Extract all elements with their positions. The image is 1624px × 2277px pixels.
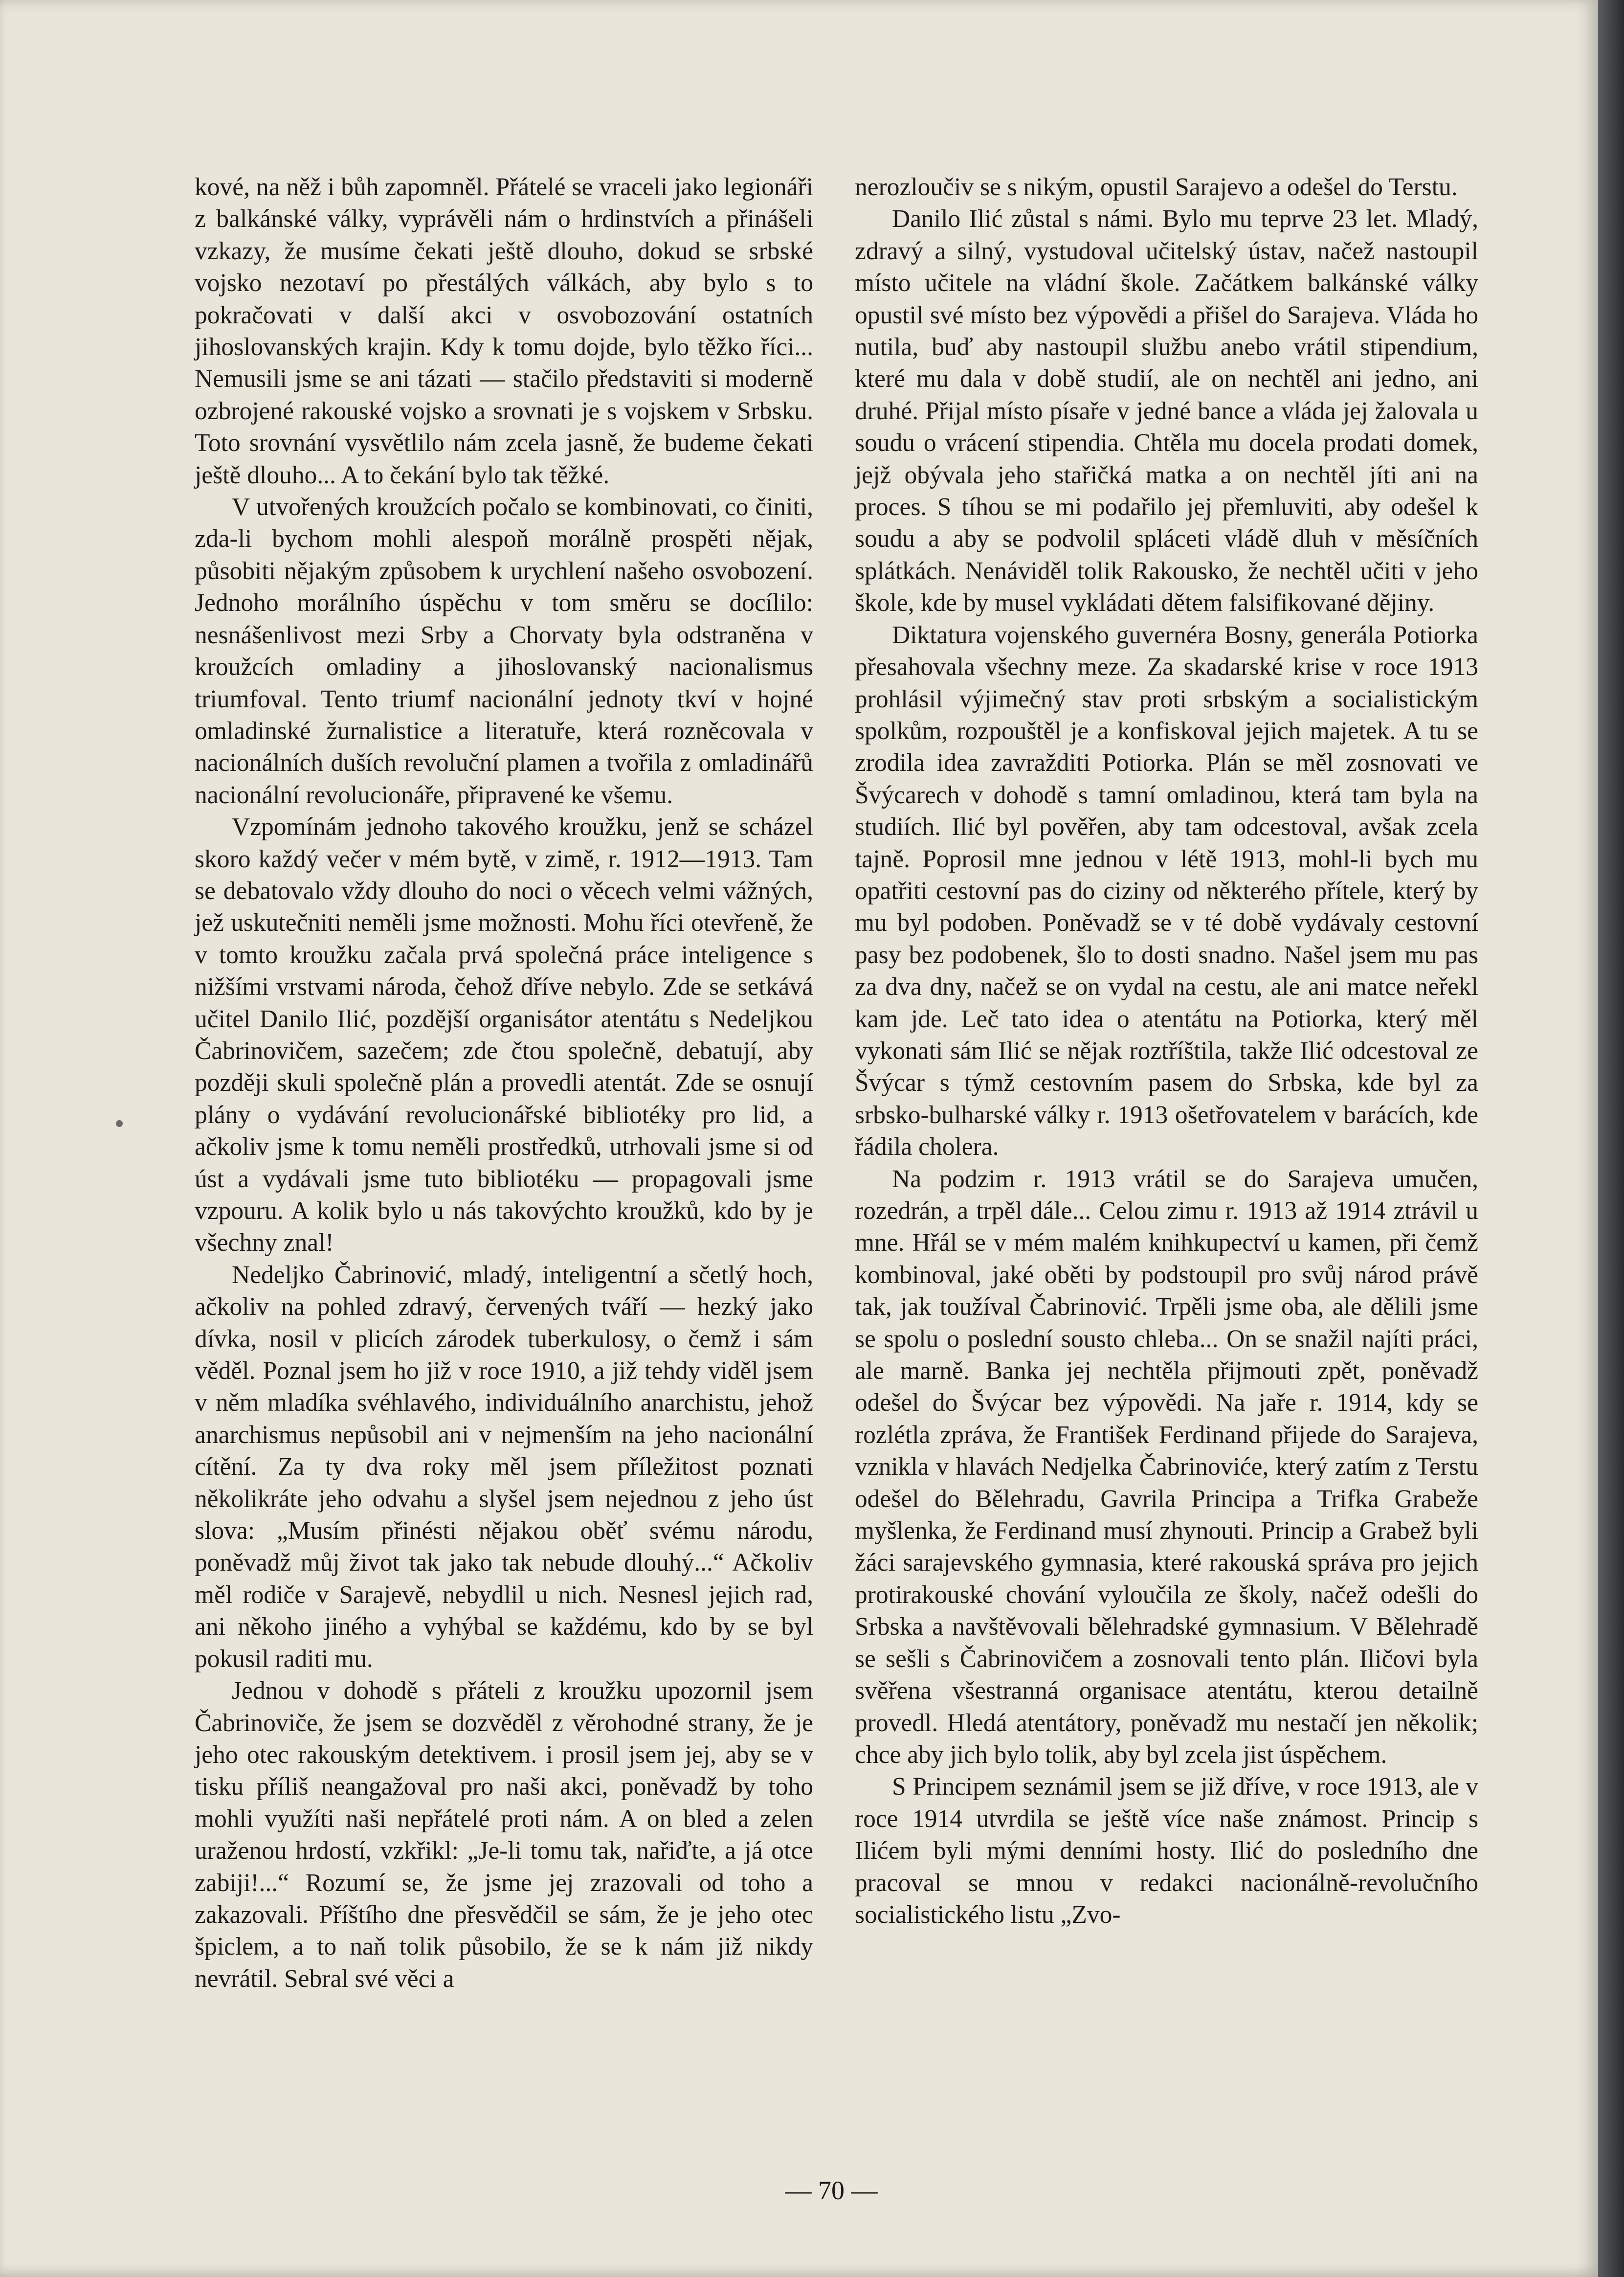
page-number: — 70 — [785, 2176, 878, 2205]
paragraph: Jednou v dohodě s přáteli z kroužku upozornil jsem Čabrinoviče, že jsem se dozvěděl z věrohodné strany, že je jeho otec rakouským detektivem. i prosil jsem jej, aby se v tisku příliš neangažoval pro naši akci, poněvadž by toho mohli využíti naši nepřátelé proti nám. A on bled a zelen uraženou hrdostí, vzkřikl: „Je-li tomu tak, nařiďte, a já otce zabiji!...“ Rozumí se, že jsme jej zrazovali od toho a zakazovali. Příštího dne přesvědčil se sám, že je jeho otec špiclem, a to naň tolik působilo, že se k nám již nikdy nevrátil. Sebral své věci a [195, 1677, 813, 1993]
paragraph: Danilo Ilić zůstal s námi. Bylo mu teprve 23 let. Mladý, zdravý a silný, vystudoval učitelský ústav, načež nastoupil místo učitele na vládní škole. Začátkem balkánské války opustil své místo bez výpovědi a přišel do Sarajeva. Vláda ho nutila, buď aby nastoupil službu anebo vrátil stipendium, které mu dala v době studií, ale on nechtěl ani jedno, ani druhé. Přijal místo písaře v jedné bance a vláda jej žalovala u soudu o vrácení stipendia. Chtěla mu docela prodati domek, jejž obývala jeho stařičká matka a on nechtěl jíti ani na proces. S tíhou se mi podařilo jej přemluviti, aby odešel k soudu a aby se podvolil spláceti vládě dluh v měsíčních splátkách. Nenáviděl tolik Rakousko, že nechtěl učiti v jeho škole, kde by musel vykládati dětem falsifikované dějiny. [855, 205, 1478, 617]
ink-speck [116, 1120, 123, 1127]
paragraph: Nedeljko Čabrinović, mladý, inteligentní a sčetlý hoch, ačkoliv na pohled zdravý, červených tváří — hezký jako dívka, nosil v plicích zárodek tuberkulosy, o čemž i sám věděl. Poznal jsem ho již v roce 1910, a již tehdy viděl jsem v něm mladíka svéhlavého, individuálního anarchistu, jehož anarchismus nepůsobil ani v nejmenším na jeho nacionální cítění. Za ty dva roky měl jsem příležitost poznati několikráte jeho odvahu a slyšel jsem nejednou z jeho úst slova: „Musím přinésti nějakou oběť svému národu, poněvadž můj život tak jako tak nebude dlouhý...“ Ačkoliv měl rodiče v Sarajevě, nebydlil u nich. Nesnesl jejich rad, ani někoho jiného a vyhýbal se každému, kdo by se byl pokusil raditi mu. [195, 1261, 813, 1673]
paragraph: V utvořených kroužcích počalo se kombinovati, co činiti, zda-li bychom mohli alespoň morálně prospěti nějak, působiti nějakým způsobem k urychlení našeho osvobození. Jednoho morálního úspěchu v tom směru se docílilo: nesnášenlivost mezi Srby a Chorvaty byla odstraněna v kroužcích omladiny a jihoslovanský nacionalismus triumfoval. Tento triumf nacionální jednoty tkví v hojné omladinské žurnalistice a literatuře, která rozněcovala v nacionálních duších revoluční plamen a tvořila z omladinářů nacionální revolucionáře, připravené ke všemu. [195, 493, 813, 809]
right-column [855, 171, 1478, 1931]
paragraph: S Principem seznámil jsem se již dříve, v roce 1913, ale v roce 1914 utvrdila se ještě více naše známost. Princip s Ilićem byli mými denními hosty. Ilić do posledního dne pracoval se mnou v redakci nacionálně-revolučního socialistického listu „Zvo- [855, 1773, 1478, 1929]
paragraph: Vzpomínám jednoho takového kroužku, jenž se scházel skoro každý večer v mém bytě, v zimě, r. 1912—1913. Tam se debatovalo vždy dlouho do noci o věcech velmi vážných, jež uskutečniti neměli jsme možnosti. Mohu říci otevřeně, že v tomto kroužku začala prvá společná práce inteligence s nižšími vrstvami národa, čehož dříve nebylo. Zde se setkává učitel Danilo Ilić, pozdější organisátor atentátu s Nedeljkou Čabrinovičem, sazečem; zde čtou společně, debatují, aby později skuli společně plán a provedli atentát. Zde se osnují plány o vydávání revolucionářské bibliotéky pro lid, a ačkoliv jsme k tomu neměli prostředků, utrhovali jsme si od úst a vydávali jsme tuto bibliotéku — propagovali jsme vzpouru. A kolik bylo u nás takovýchto kroužků, kdo by je všechny znal! [195, 813, 813, 1257]
paragraph: kové, na něž i bůh zapomněl. Přátelé se vraceli jako legionáři z balkánské války, vyprávěli nám o hrdinstvích a přinášeli vzkazy, že musíme čekati ještě dlouho, dokud se srbské vojsko nezotaví po přestálých válkách, aby bylo s to pokračovati v další akci v osvobozování ostatních jihoslovanských krajin. Kdy k tomu dojde, bylo těžko říci... Nemusili jsme se ani tázati — stačilo představiti si moderně ozbrojené rakouské vojsko a srovnati je s vojskem v Srbsku. Toto srovnání vysvětlilo nám zcela jasně, že budeme čekati ještě dlouho... A to čekání bylo tak těžké. [195, 173, 813, 489]
left-column [195, 171, 813, 1995]
paragraph: Diktatura vojenského guvernéra Bosny, generála Potiorka přesahovala všechny meze. Za skadarské krise v roce 1913 prohlásil výjimečný stav proti srbským a socialistickým spolkům, rozpouštěl je a konfiskoval jejich majetek. A tu se zrodila idea zavražditi Potiorka. Plán se měl zosnovati ve Švýcarech v dohodě s tamní omladinou, která tam byla na studiích. Ilić byl pověřen, aby tam odcestoval, avšak zcela tajně. Poprosil mne jednou v létě 1913, mohl-li bych mu opatřiti cestovní pas do ciziny od některého přítele, který by mu byl podoben. Poněvadž se v té době vydávaly cestovní pasy bez podobenek, šlo to dosti snadno. Našel jsem mu pas za dva dny, načež se on vydal na cestu, ale ani matce neřekl kam jde. Leč tato idea o atentátu na Potiorka, který měl vykonati sám Ilić se nějak roztříštila, takže Ilić odcestoval ze Švýcar s týmž cestovním pasem do Srbska, kde byl za srbsko-bulharské války r. 1913 ošetřovatelem v barácích, kde řádila cholera. [855, 621, 1478, 1161]
paragraph: Na podzim r. 1913 vrátil se do Sarajeva umučen, rozedrán, a trpěl dále... Celou zimu r. 1913 až 1914 ztrávil u mne. Hřál se v mém malém knihkupectví u kamen, při čemž kombinoval, jaké oběti by podstoupil pro svůj národ právě tak, jak toužíval Čabrinović. Trpěli jsme oba, ale dělili jsme se spolu o poslední sousto chleba... On se snažil najíti práci, ale marně. Banka jej nechtěla přijmouti zpět, poněvadž odešel do Švýcar bez výpovědi. Na jaře r. 1914, kdy se rozlétla zpráva, že František Ferdinand přijede do Sarajeva, vznikla v hlavách Nedjelka Čabrinoviće, který zatím z Terstu odešel do Bělehradu, Gavrila Principa a Trifka Grabeže myšlenka, že Ferdinand musí zhynouti. Princip a Grabež byli žáci sarajevského gymnasia, které rakouská správa pro jejich protirakouské chování vyloučila ze školy, načež odešli do Srbska a navštěvovali bělehradské gymnasium. V Bělehradě se sešli s Čabrinovičem a zosnovali tento plán. Iličovi byla svěřena všestranná organisace atentátu, kterou detailně provedl. Hledá atentátory, poněvadž mu nestačí jen několik; chce aby jich bylo tolik, aby byl zcela jist úspěchem. [855, 1165, 1478, 1769]
page-edge-shadow [1598, 0, 1624, 2277]
paragraph: nerozloučiv se s nikým, opustil Sarajevo a odešel do Terstu. [855, 173, 1458, 201]
